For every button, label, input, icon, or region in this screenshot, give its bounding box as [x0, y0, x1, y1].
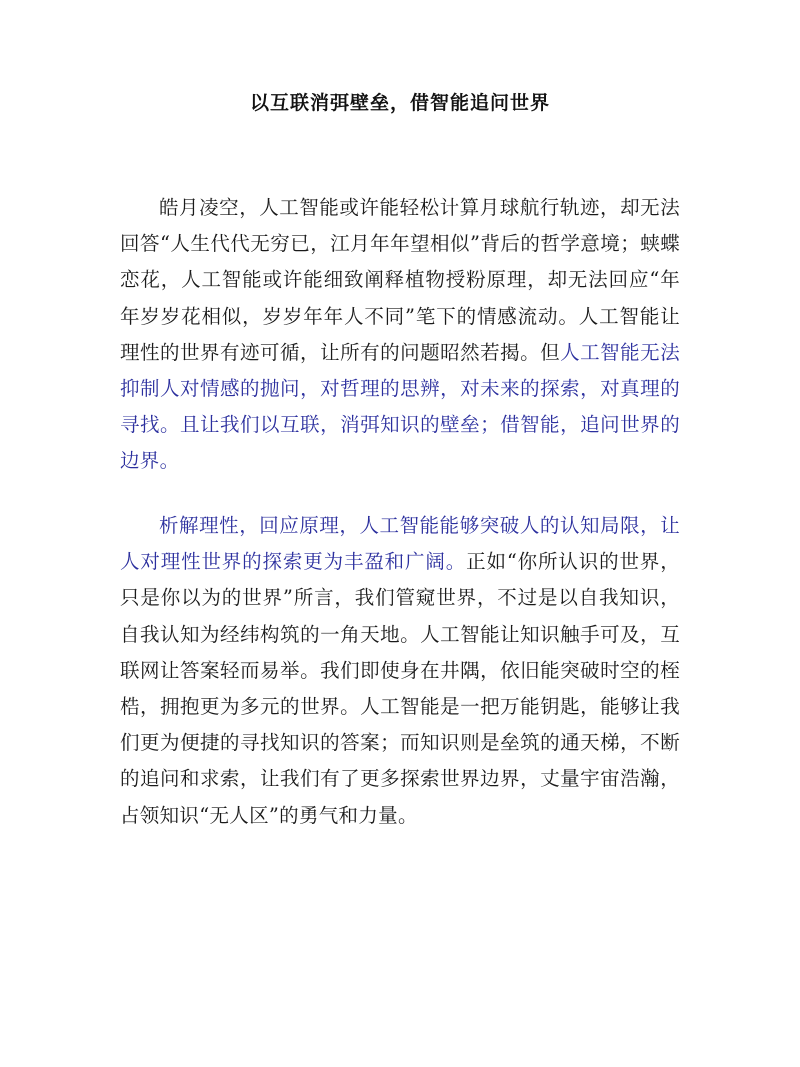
paragraph-1-highlight: 人工智能无法抑制人对情感的抛问，对哲理的思辨，对未来的探索，对真理的寻找。且让我们以互联，消弭知识的壁垒；借智能，追问世界的边界。	[120, 340, 680, 473]
paragraph-1-text: 皓月凌空，人工智能或许能轻松计算月球航行轨迹，却无法回答“人生代代无穷已，江月年年望相似”背后的哲学意境；蛱蝶恋花，人工智能或许能细致阐释植物授粉原理，却无法回应“年年岁岁花相似，岁岁年年人不同”笔下的情感流动。人工智能让理性的世界有迹可循，让所有的问题昭然若揭。但	[120, 196, 680, 364]
page-title: 以互联消弭壁垒，借智能追问世界	[249, 92, 550, 114]
paragraph-1	[120, 190, 680, 480]
paragraph-2-text: 正如“你所认识的世界，只是你以为的世界”所言，我们管窥世界，不过是以自我知识，自我认知为经纬构筑的一角天地。人工智能让知识触手可及，互联网让答案轻而易举。我们即使身在井隅，依旧能突破时空的桎梏，拥抱更为多元的世界。人工智能是一把万能钥匙，能够让我们更为便捷的寻找知识的答案；而知识则是垒筑的通天梯，不断的追问和求索，让我们有了更多探索世界边界，丈量宇宙浩瀚，占领知识“无人区”的勇气和力量。	[120, 550, 680, 827]
paragraph-2	[120, 508, 680, 834]
paragraph-2-highlight: 析解理性，回应原理，人工智能能够突破人的认知局限，让人对理性世界的探索更为丰盈和广阔。	[120, 514, 680, 574]
